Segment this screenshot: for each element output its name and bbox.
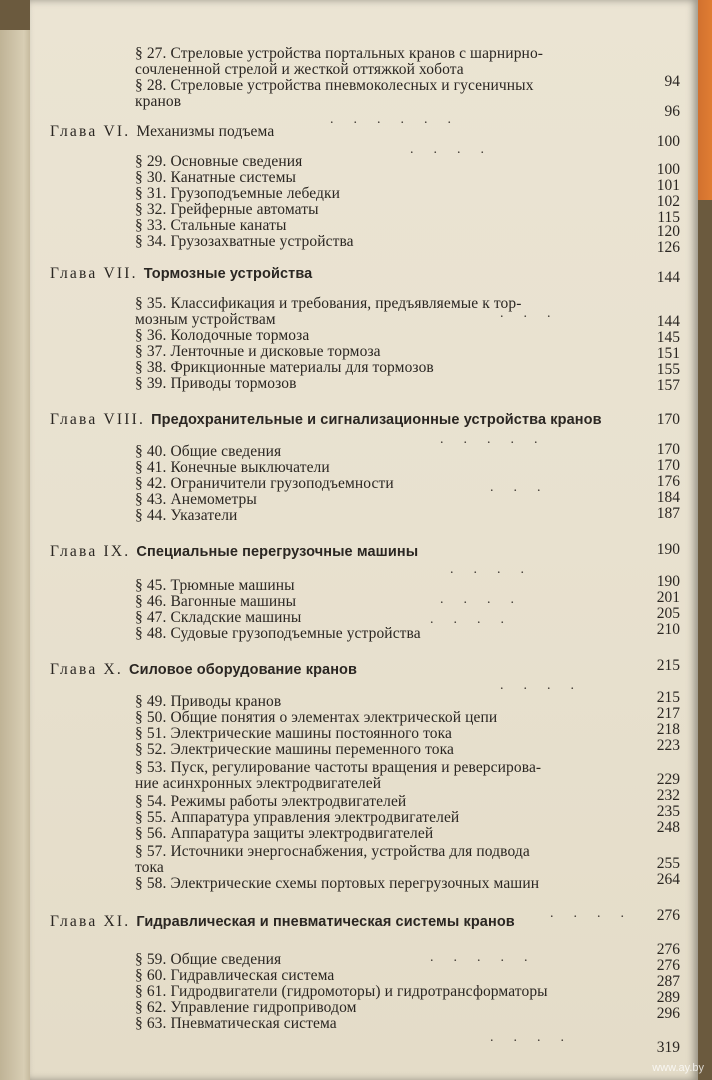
toc-page-number: 276 <box>656 941 680 958</box>
toc-entry: § 45. Трюмные машины <box>135 577 295 594</box>
toc-page-number: 218 <box>656 721 680 738</box>
book-page <box>30 0 698 1080</box>
toc-page-number: 289 <box>656 989 680 1006</box>
chapter-title: Механизмы подъема <box>136 123 275 140</box>
chapter-title: Гидравлическая и пневматическая системы кранов <box>136 914 515 930</box>
toc-page-number: 144 <box>656 269 680 286</box>
toc-page-number: 176 <box>656 473 680 490</box>
toc-page-number: 144 <box>656 313 680 330</box>
chapter-label: Глава X. <box>50 661 130 678</box>
toc-entry: § 53. Пуск, регулирование частоты вращения и реверсирова- <box>135 759 542 776</box>
toc-page-number: 296 <box>656 1005 680 1022</box>
toc-page-number: 94 <box>664 73 680 90</box>
toc-page-number: 276 <box>656 957 680 974</box>
dot-leader: .... <box>500 678 594 693</box>
toc-entry: § 62. Управление гидроприводом <box>135 999 357 1016</box>
toc-page-number: 145 <box>656 329 680 346</box>
toc-page-number: 151 <box>656 345 680 362</box>
toc-entry: мозным устройствам <box>135 311 276 328</box>
toc-entry: § 59. Общие сведения <box>135 951 282 968</box>
toc-page-number: 170 <box>656 411 680 428</box>
chapter-title: Тормозные устройства <box>143 266 313 282</box>
chapter-title: Специальные перегрузочные машины <box>136 544 419 560</box>
toc-page-number: 201 <box>656 589 680 606</box>
dot-leader: .... <box>450 562 544 577</box>
dot-leader: ..... <box>440 432 558 447</box>
folio-page-number: 319 <box>656 1039 680 1056</box>
dot-leader: ..... <box>430 950 548 965</box>
toc-entry: ние асинхронных электродвигателей <box>135 775 382 792</box>
dot-leader: .... <box>550 906 644 921</box>
toc-page-number: 215 <box>656 689 680 706</box>
toc-page-number: 115 <box>657 209 680 226</box>
toc-page-number: 184 <box>656 489 680 506</box>
toc-entry: § 44. Указатели <box>135 507 238 524</box>
dot-leader: .... <box>440 592 534 607</box>
toc-page-number: 205 <box>656 605 680 622</box>
toc-entry: § 41. Конечные выключатели <box>135 459 330 476</box>
chapter-label: Глава XI. <box>50 913 137 930</box>
toc-page-number: 229 <box>656 771 680 788</box>
dot-leader: ... <box>500 306 571 321</box>
toc-page-number: 215 <box>656 657 680 674</box>
chapter-label: Глава VIII. <box>50 411 152 428</box>
toc-entry: § 50. Общие понятия о элементах электрической цепи <box>135 709 498 726</box>
toc-page-number: 235 <box>656 803 680 820</box>
chapter-heading <box>50 662 357 678</box>
toc-entry: § 39. Приводы тормозов <box>135 375 297 392</box>
toc-page-number: 170 <box>656 457 680 474</box>
toc-page-number: 217 <box>656 705 680 722</box>
toc-page-number: 210 <box>656 621 680 638</box>
toc-entry: § 40. Общие сведения <box>135 443 282 460</box>
dot-leader: ...... <box>330 112 471 127</box>
chapter-heading <box>50 914 515 930</box>
toc-page-number: 126 <box>656 239 680 256</box>
toc-entry: § 60. Гидравлическая система <box>135 967 335 984</box>
toc-page-number: 101 <box>656 177 680 194</box>
toc-entry: § 63. Пневматическая система <box>135 1015 337 1032</box>
toc-entry: кранов <box>135 93 182 110</box>
dot-leader: .... <box>430 612 524 627</box>
toc-page-number: 223 <box>656 737 680 754</box>
toc-entry: § 42. Ограничители грузоподъемности <box>135 475 394 492</box>
toc-entry: § 38. Фрикционные материалы для тормозов <box>135 359 434 376</box>
toc-page-number: 100 <box>656 161 680 178</box>
toc-entry: § 31. Грузоподъемные лебедки <box>135 185 341 202</box>
chapter-heading <box>50 124 274 140</box>
toc-entry: § 34. Грузозахватные устройства <box>135 233 354 250</box>
chapter-label: Глава VI. <box>50 123 137 140</box>
toc-page-number: 264 <box>656 871 680 888</box>
watermark: www.ay.by <box>652 1062 704 1074</box>
chapter-label: Глава VII. <box>50 265 144 282</box>
chapter-heading <box>50 544 418 560</box>
toc-page-number: 187 <box>656 505 680 522</box>
toc-entry: § 48. Судовые грузоподъемные устройства <box>135 625 421 642</box>
toc-entry: § 43. Анемометры <box>135 491 257 508</box>
chapter-label: Глава IX. <box>50 543 137 560</box>
toc-entry: § 46. Вагонные машины <box>135 593 297 610</box>
toc-page-number: 155 <box>656 361 680 378</box>
toc-page-number: 157 <box>656 377 680 394</box>
toc-entry: § 57. Источники энергоснабжения, устройства для подвода <box>135 843 530 860</box>
toc-entry: § 33. Стальные канаты <box>135 217 287 234</box>
chapter-title: Силовое оборудование кранов <box>129 662 358 678</box>
toc-page-number: 190 <box>656 573 680 590</box>
toc-entry: § 36. Колодочные тормоза <box>135 327 310 344</box>
toc-page-number: 120 <box>656 223 680 240</box>
toc-entry: § 51. Электрические машины постоянного тока <box>135 725 452 742</box>
toc-entry: § 27. Стреловые устройства портальных кранов с шарнирно- <box>135 45 544 62</box>
toc-page-number: 190 <box>656 541 680 558</box>
chapter-heading <box>50 412 602 428</box>
dot-leader: .... <box>410 142 504 157</box>
chapter-heading <box>50 266 312 282</box>
toc-page-number: 276 <box>656 907 680 924</box>
toc-entry: § 37. Ленточные и дисковые тормоза <box>135 343 381 360</box>
toc-entry: § 47. Складские машины <box>135 609 302 626</box>
toc-entry: тока <box>135 859 164 876</box>
toc-page-number: 170 <box>656 441 680 458</box>
toc-page-number: 102 <box>656 193 680 210</box>
toc-page-number: 287 <box>656 973 680 990</box>
dot-leader: ... <box>490 480 561 495</box>
dot-leader: .... <box>490 1030 584 1045</box>
toc-entry: § 61. Гидродвигатели (гидромоторы) и гидротрансформаторы <box>135 983 548 1000</box>
toc-entry: § 32. Грейферные автоматы <box>135 201 319 218</box>
chapter-title: Предохранительные и сигнализационные устройства кранов <box>151 412 602 428</box>
toc-page-number: 255 <box>656 855 680 872</box>
toc-entry: § 58. Электрические схемы портовых перегрузочных машин <box>135 875 540 892</box>
toc-entry: § 52. Электрические машины переменного тока <box>135 741 454 758</box>
toc-entry: § 54. Режимы работы электродвигателей <box>135 793 407 810</box>
toc-entry: § 28. Стреловые устройства пневмоколесных и гусеничных <box>135 77 534 94</box>
toc-entry: сочлененной стрелой и жесткой оттяжкой хобота <box>135 61 464 78</box>
toc-entry: § 29. Основные сведения <box>135 153 303 170</box>
toc-entry: § 35. Классификация и требования, предъявляемые к тор- <box>135 295 522 312</box>
toc-page-number: 100 <box>656 133 680 150</box>
toc-page-number: 96 <box>664 103 680 120</box>
toc-entry: § 49. Приводы кранов <box>135 693 282 710</box>
toc-page-number: 232 <box>656 787 680 804</box>
toc-entry: § 56. Аппаратура защиты электродвигателей <box>135 825 434 842</box>
toc-entry: § 55. Аппаратура управления электродвигателей <box>135 809 460 826</box>
toc-page-number: 248 <box>656 819 680 836</box>
toc-entry: § 30. Канатные системы <box>135 169 297 186</box>
